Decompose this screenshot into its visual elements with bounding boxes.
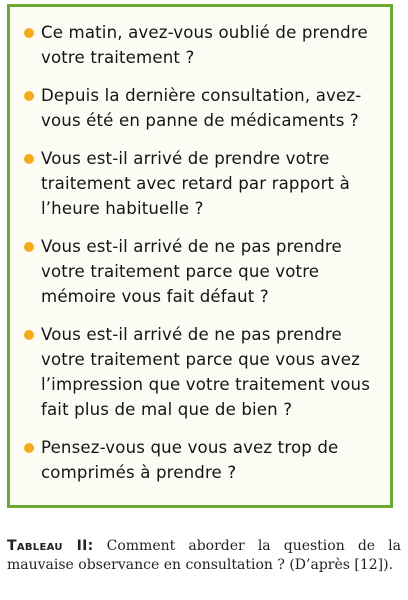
bullet-icon bbox=[24, 242, 34, 252]
list-item bbox=[24, 146, 380, 221]
question-text: Ce matin, avez-vous oublié de prendre votre traitement ? bbox=[41, 23, 368, 67]
bullet-icon bbox=[24, 154, 34, 164]
bullet-icon bbox=[24, 28, 34, 38]
table-caption bbox=[7, 537, 401, 575]
list-item bbox=[24, 20, 380, 70]
question-text: Pensez-vous que vous avez trop de comprimés à prendre ? bbox=[41, 438, 339, 482]
list-item bbox=[24, 322, 380, 422]
question-text: Vous est-il arrivé de ne pas prendre votre traitement parce que votre mémoire vous fait défaut ? bbox=[41, 237, 342, 306]
questions-table-box bbox=[7, 4, 393, 508]
question-text: Depuis la dernière consultation, avez-vous été en panne de médicaments ? bbox=[41, 86, 362, 130]
question-text: Vous est-il arrivé de ne pas prendre votre traitement parce que vous avez l’impression que votre traitement vous fait plus de mal que de bien ? bbox=[41, 325, 370, 419]
caption-label: Tableau II: bbox=[7, 538, 94, 554]
list-item bbox=[24, 83, 380, 133]
bullet-icon bbox=[24, 91, 34, 101]
list-item bbox=[24, 435, 380, 485]
question-text: Vous est-il arrivé de prendre votre traitement avec retard par rapport à l’heure habituelle ? bbox=[41, 149, 350, 218]
caption-text: Comment aborder la question de la mauvaise observance en consultation ? (D’après [12]). bbox=[7, 538, 402, 573]
list-item bbox=[24, 234, 380, 309]
questions-list bbox=[10, 7, 390, 485]
bullet-icon bbox=[24, 330, 34, 340]
bullet-icon bbox=[24, 443, 34, 453]
